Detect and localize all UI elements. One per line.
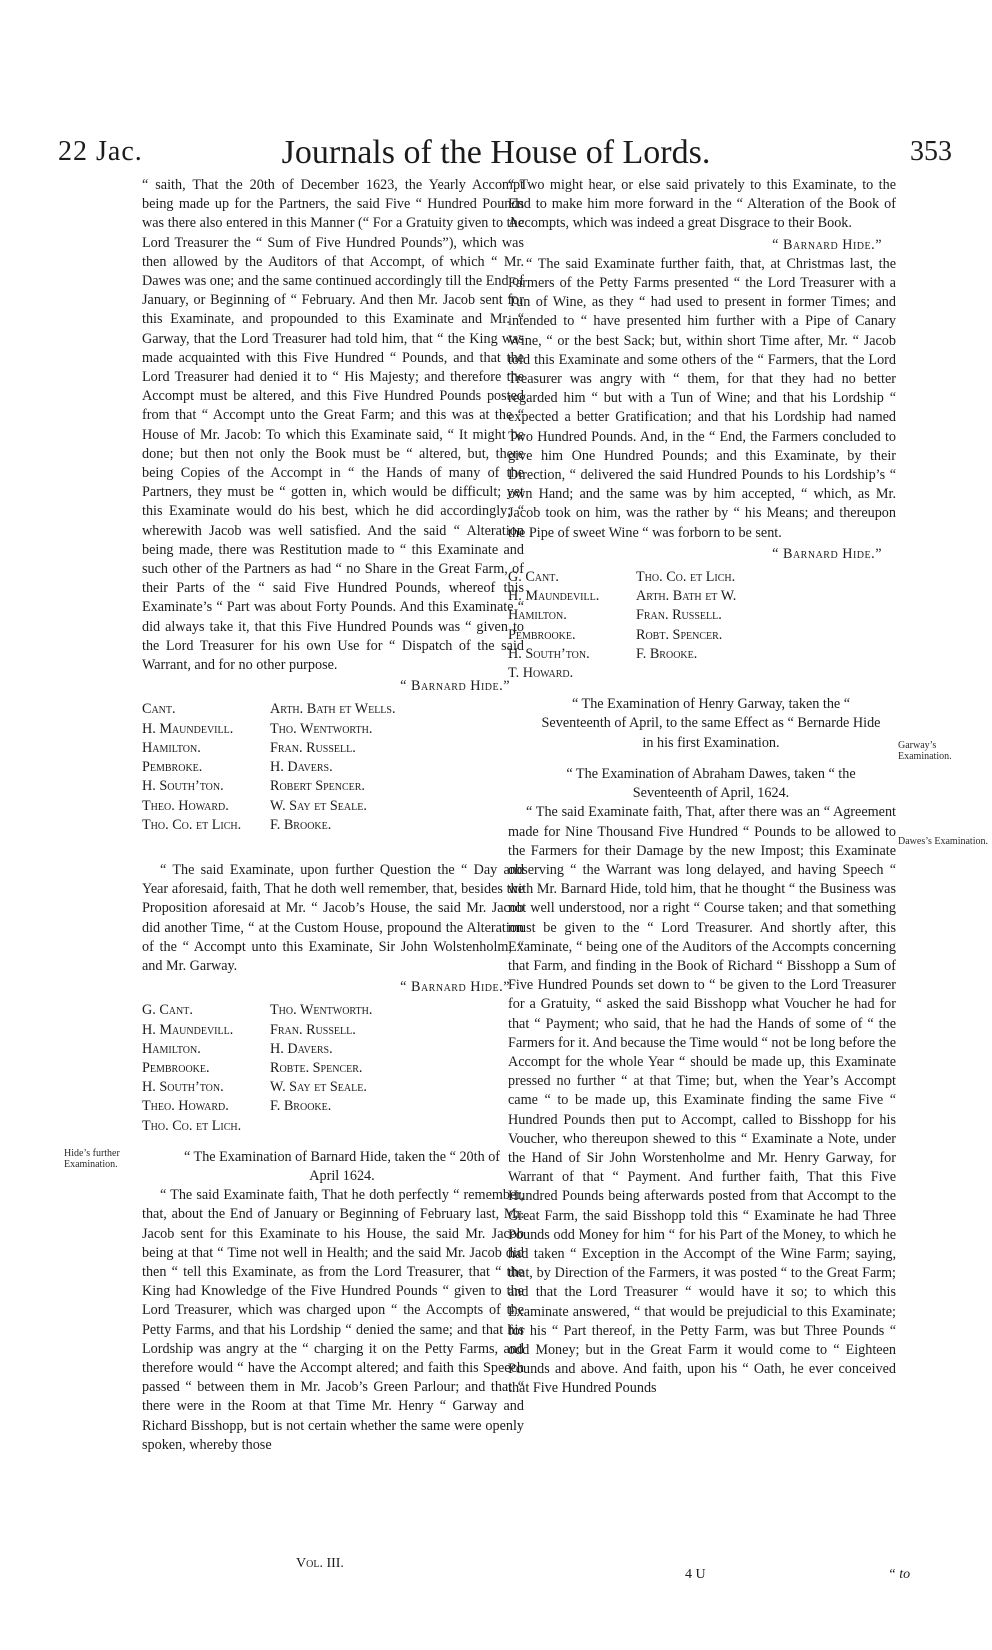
signer-name: Tho. Co. et Lich. xyxy=(636,569,736,586)
hide-deposition-continued: “ saith, That the 20th of December 1623, the Yearly Accompt being made up for the Partners, the said Five “ Hundred Pounds was there also entered in this Manner (“ For a Gratuity given to the Lord Treasurer the “ Sum of Five Hundred Pounds”), which was then allowed by the Auditors of that Accompt, of which “ Mr. Dawes was one; and the same continued accordingly till the End of January, or Beginning of “ February. And then Mr. Jacob sent for this Examinate, and propounded to this Examinate and Mr. “ Garway, that the Lord Treasurer had told him, that “ the King was made acquainted with this Five Hundred “ Pounds, and that the Lord Treasurer had denied it to “ His Majesty; and therefore the Accompt must be altered, and this Five Hundred Pounds posted from that “ Accompt unto the Great Farm; and this was at the “ House of Mr. Jacob: To which this Examinate said, “ It might be done; but then not only the Book must be “ altered, but, there being Copies of the Accompt in “ the Hands of many of the Partners, they must be “ gotten in, which would be difficult; yet this Examinate would do his best, which he did accordingly; “ wherewith Jacob was well satisfied. And the said “ Alteration being made, there was Restitution made to “ this Examinate and such other of the Partners as had “ no Share in the Great Farm, of their Parts of the “ said Five Hundred Pounds, whereof this Examinate’s “ Part was about Forty Pounds. And this Examinate “ did always take it, that this Five Hundred Pounds was “ given to the Lord Treasurer for his own Use for “ Dispatch of the said Warrant, and for no other purpose. xyxy=(142,177,524,674)
signer-name: Tho. Co. et Lich. xyxy=(142,1117,242,1134)
examination-heading-dawes: “ The Examination of Abraham Dawes, taken “ the Seventeenth of April, 1624. xyxy=(566,765,856,802)
signature-barnard-hide: “ Barnard Hide.” xyxy=(772,545,882,562)
signer-name: H. Davers. xyxy=(270,759,333,776)
signer-name: Tho. Co. et Lich. xyxy=(142,816,242,833)
signer-name: Cant. xyxy=(142,701,176,718)
signer-name: Pembroke. xyxy=(142,759,203,776)
signer-name: Arth. Bath et Wells. xyxy=(270,701,396,718)
signer-name: H. Maundevill. xyxy=(508,588,600,605)
signature-mark: 4 U xyxy=(685,1567,706,1582)
signer-name: F. Brooke. xyxy=(270,816,332,833)
examination-heading-garway: “ The Examination of Henry Garway, taken the “ Seventeenth of April, to the same Effect as “ Bernarde Hide in his first Examination. xyxy=(541,696,881,751)
margin-note-hide: Hide’s further Examination. xyxy=(64,1148,120,1170)
witness-signatures xyxy=(142,1001,524,1135)
wine-gift-paragraph: “ The said Examinate further faith, that, at Christmas last, the Farmers of the Petty Farms presented “ the Lord Treasurer with a Tun of Wine, as they “ had used to present in former Times; and intended to “ have presented him further with a Pipe of Canary Wine, “ or the best Sack; but, within short Time after, Mr. “ Jacob told this Examinate and some others of the “ Farmers, that the Lord Treasurer was angry with “ them, for that they had no better regarded him “ but with a Tun of Wine; and that his Lordship “ expected a better Gratification; and that his Lordship had named Two Hundred Pounds. And, in the “ End, the Farmers concluded to give him One Hundred Pounds; and this Examinate, by their Direction, “ delivered the said Hundred Pounds to his Lordship’s “ own Hand; and the same was by him accepted, “ which, as Mr. Jacob took on him, was the rather by “ his Means; and thereupon the Pipe of sweet Wine “ was forborn to be sent. xyxy=(508,255,896,541)
signer-name: H. South’ton. xyxy=(142,1079,224,1096)
hide-further-examination: “ The said Examinate faith, That he doth perfectly “ remember, that, about the End of January or Beginning of February last, Mr. Jacob sent for this Examinate to his House, the said Mr. Jacob being at that “ Time not well in Health; and the said Mr. Jacob did then “ tell this Examinate, as from the Lord Treasurer, that “ the King had Knowledge of the Five Hundred Pounds “ given to the Lord Treasurer, which was charged upon “ the Accompts of the Petty Farms, and that his Lordship “ denied the same; and that his Lordship was angry at the “ charging it on the Petty Farms, and therefore would “ have the Accompt altered; and faith this Speech passed “ between them in Mr. Jacob’s Green Parlour; and that “ there were in the Room at that Time Mr. Henry “ Garway and Richard Bisshopp, but is not certain whether the same were openly spoken, whereby those xyxy=(142,1187,524,1453)
signer-name: Hamilton. xyxy=(142,1040,201,1057)
signer-name: T. Howard. xyxy=(508,665,574,682)
signer-name: Robert Spencer. xyxy=(270,778,365,795)
signer-name: Robt. Spencer. xyxy=(636,626,723,643)
page-number: 353 xyxy=(910,136,952,167)
witness-signatures xyxy=(508,568,896,683)
signer-name: Tho. Wentworth. xyxy=(270,1002,373,1019)
signer-name: W. Say et Seale. xyxy=(270,797,367,814)
signer-name xyxy=(636,664,896,683)
signer-name: Arth. Bath et W. xyxy=(636,588,737,605)
signer-name: G. Cant. xyxy=(142,1002,193,1019)
left-column xyxy=(142,176,524,1455)
signer-name: F. Brooke. xyxy=(636,645,698,662)
running-header xyxy=(0,134,992,174)
signer-name: Pembrooke. xyxy=(142,1059,210,1076)
signer-name: Robte. Spencer. xyxy=(270,1059,363,1076)
signer-name: H. South’ton. xyxy=(142,778,224,795)
signer-name: Theo. Howard. xyxy=(142,1098,229,1115)
signature-barnard-hide: “ Barnard Hide.” xyxy=(772,236,882,253)
journal-title: Journals of the House of Lords. xyxy=(281,134,711,171)
signer-name: Hamilton. xyxy=(142,739,201,756)
signature-barnard-hide: “ Barnard Hide.” xyxy=(400,979,510,996)
signer-name: G. Cant. xyxy=(508,569,559,586)
signer-name: H. Maundevill. xyxy=(142,720,234,737)
signer-name: Fran. Russell. xyxy=(270,739,356,756)
signature-barnard-hide: “ Barnard Hide.” xyxy=(400,678,510,695)
right-column xyxy=(508,176,896,1399)
signer-name: Hamilton. xyxy=(508,607,567,624)
volume-label: Vol. III. xyxy=(296,1556,344,1571)
witness-signatures xyxy=(142,700,524,834)
signer-name: Pembrooke. xyxy=(508,626,576,643)
regnal-year: 22 Jac. xyxy=(58,136,143,167)
signer-name: Theo. Howard. xyxy=(142,797,229,814)
margin-note-garway: Garway’s Examination. xyxy=(898,740,952,762)
dawes-examination: “ The said Examinate faith, That, after there was an “ Agreement made for Nine Thousand Five Hundred “ Pounds to be allowed to the Farmers for their Damage by the new Impost; this Examinate observing “ the Warrant was long delayed, and having Speech “ with Mr. Barnard Hide, told him, that he thought “ the Business was not well understood, nor a right “ Course taken; and that something must be given to the “ Lord Treasurer. And shortly after, this Examinate, “ being one of the Auditors of the Accompts concerning that Farm, and finding in the Book of Richard “ Bisshopp a Sum of Five Hundred Pounds set down to “ be given to the Lord Treasurer for a Gratuity, “ asked the said Bisshopp what Voucher he had for that “ Payment; who said, that he had the Hands of some of “ the Farmers for it. And because the Time would “ not be long before the Accompt for the whole Year “ should be made up, this Examinate pressed no further “ at that Time; but, when the Year’s Accompt came “ to be made up, this Examinate finding the same Five “ Hundred Pounds then put to Accompt, called to Bisshopp for his Voucher, who thereupon shewed to this “ Examinate a Note, under the Hand of Sir John Worstenholme and Mr. Henry Garway, for Warrant of that “ Payment. And further faith, That this Five Hundred Pounds being afterwards posted from that Accompt to the Great Farm, the said Bisshopp told this “ Examinate he had Three Pounds odd Money for him “ for his Part of the Money, to which he had taken “ Exception in the Accompt of the Wine Farm; saying, that, by Direction of the Farmers, it was posted “ to the Great Farm; and that the Lord Treasurer “ would have it so; to which this Examinate answered, “ that would be prejudicial to this Examinate; for his “ Part thereof, in the Petty Farm, was but Three Pounds “ odd Money; but in the Great Farm it would come to “ Eighteen Pounds and above. And faith, upon his “ Oath, he ever conceived that Five Hundred Pounds xyxy=(508,804,896,1397)
signer-name: H. South’ton. xyxy=(508,645,590,662)
margin-note-dawes: Dawes’s Examination. xyxy=(898,836,988,847)
signer-name xyxy=(270,1117,524,1136)
signer-name: W. Say et Seale. xyxy=(270,1079,367,1096)
hide-examination-continued: “ Two might hear, or else said privately to this Examinate, to the End to make him more forward in the “ Alteration of the Book of Accompts, which was indeed a great Disgrace to their Book. xyxy=(508,177,896,232)
signer-name: Fran. Russell. xyxy=(270,1021,356,1038)
catchword: “ to xyxy=(888,1567,911,1582)
further-question-paragraph: “ The said Examinate, upon further Question the “ Day and Year aforesaid, faith, That he doth well remember, that, besides the Proposition aforesaid at Mr. “ Jacob’s House, the said Mr. Jacob did another Time, “ at the Custom House, propound the Alteration of the “ Accompt unto this Examinate, Sir John Wolstenholm, “ and Mr. Garway. xyxy=(142,861,524,974)
signer-name: H. Davers. xyxy=(270,1040,333,1057)
signer-name: H. Maundevill. xyxy=(142,1021,234,1038)
signer-name: Tho. Wentworth. xyxy=(270,720,373,737)
signer-name: Fran. Russell. xyxy=(636,607,722,624)
signer-name: F. Brooke. xyxy=(270,1098,332,1115)
examination-heading-hide: “ The Examination of Barnard Hide, taken the “ 20th of April 1624. xyxy=(183,1148,501,1184)
